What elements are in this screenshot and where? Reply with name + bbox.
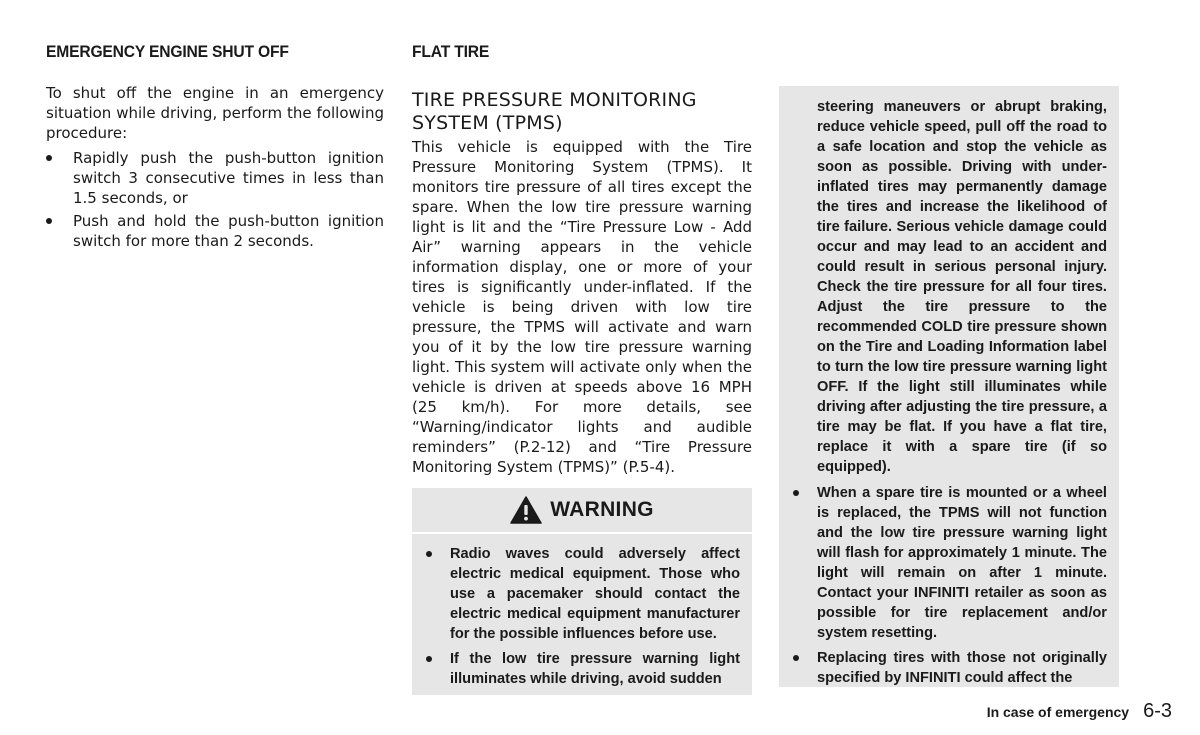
warning-continued-text: steering maneuvers or abrupt braking, reduce vehicle speed, pull off the road to a safe location and stop the vehicle as soon as possible. Driving with under-inflated tires may permanently damage the tires and increase the likelihood of tire failure. Serious vehicle damage could occur and may lead to an accident and could result in serious personal injury. Check the tire pressure for all four tires. Adjust the tire pressure to the recommended COLD tire pressure shown on the Tire and Loading Information label to turn the low tire pressure warning light OFF. If the light still illuminates while driving after adjusting the tire pressure, a tire may be flat. If you have a flat tire, replace it with a spare tire (if so equipped). [817, 99, 1107, 475]
list-item-text: When a spare tire is mounted or a wheel is replaced, the TPMS will not function and the low tire pressure warning light will flash for approximately 1 minute. The light will remain on after 1 minute. Contact your INFINITI retailer as soon as possible for tire replacement and/or system resetting. [817, 485, 1107, 641]
bullet-icon [793, 490, 799, 496]
tpms-subheading: TIRE PRESSURE MONITORING SYSTEM (TPMS) [412, 89, 697, 134]
warning-list [412, 534, 752, 689]
list-item [791, 648, 1107, 687]
bullet-icon [426, 551, 432, 557]
warning-triangle-icon [510, 496, 542, 524]
footer-section-title: In case of emergency [986, 704, 1130, 720]
list-item [46, 148, 384, 208]
bullet-icon [426, 656, 432, 662]
emergency-procedure-list [46, 148, 384, 254]
emergency-intro-text: To shut off the engine in an emergency situation while driving, perform the following procedure: [46, 84, 384, 142]
warning-continued-box [779, 86, 1119, 687]
flat-tire-heading: FLAT TIRE [412, 42, 490, 61]
page-footer [987, 700, 1172, 723]
list-item-text: Rapidly push the push-button ignition switch 3 consecutive times in less than 1.5 seconds, or [73, 149, 384, 207]
page-number: 6-3 [1143, 700, 1172, 722]
warning-header [412, 488, 752, 534]
list-item [424, 649, 740, 689]
emergency-shutoff-heading: EMERGENCY ENGINE SHUT OFF [46, 42, 289, 61]
tpms-description: This vehicle is equipped with the Tire Pressure Monitoring System (TPMS). It monitors tire pressure of all tires except the spare. When the low tire pressure warning light is lit and the “Tire Pressure Low - Add Air” warning appears in the vehicle information display, one or more of your tires is significantly under-inflated. If the vehicle is being driven with low tire pressure, the TPMS will activate and warn you of it by the low tire pressure warning light. This system will activate only when the vehicle is driven at speeds above 16 MPH (25 km/h). For more details, see “Warning/indicator lights and audible reminders” (P.2-12) and “Tire Pressure Monitoring System (TPMS)” (P.5-4). [412, 138, 752, 476]
list-item-text: If the low tire pressure warning light illuminates while driving, avoid sudden [450, 651, 740, 687]
bullet-icon [793, 655, 799, 661]
list-item-text: Radio waves could adversely affect electric medical equipment. Those who use a pacemaker should contact the electric medical equipment manufacturer for the possible influences before use. [450, 546, 740, 642]
list-item-text: Push and hold the push-button ignition switch for more than 2 seconds. [73, 212, 384, 250]
list-item [791, 483, 1107, 643]
warning-box [412, 488, 752, 695]
list-item-text: Replacing tires with those not originally specified by INFINITI could affect the [817, 650, 1107, 686]
list-item [46, 211, 384, 251]
warning-title: WARNING [550, 498, 654, 521]
bullet-icon [46, 155, 52, 161]
bullet-icon [46, 218, 52, 224]
warning-continued-list [779, 477, 1119, 687]
list-item [424, 544, 740, 644]
